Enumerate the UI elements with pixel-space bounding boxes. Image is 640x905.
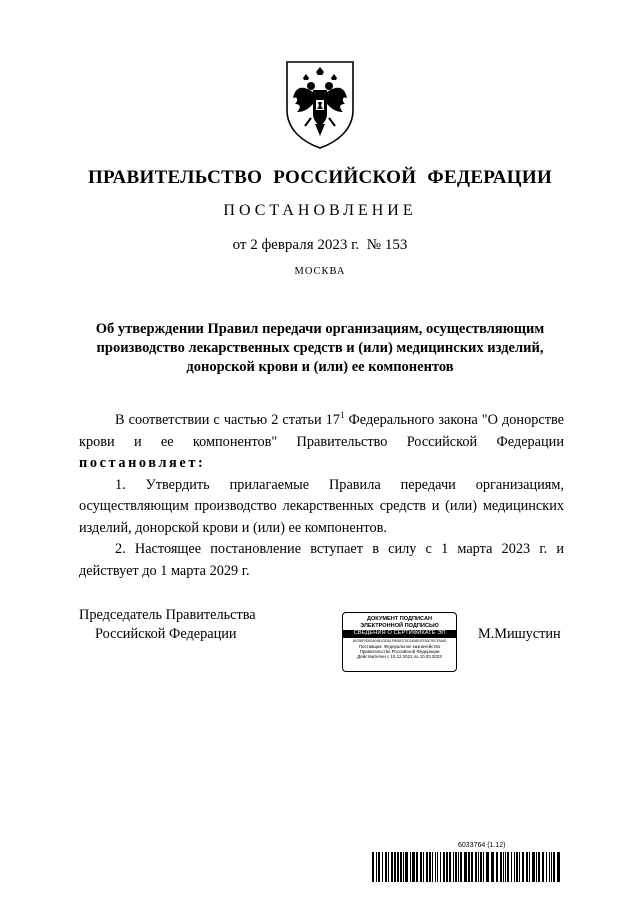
subject-line: донорской крови и (или) ее компонентов xyxy=(186,359,454,375)
stamp-line: ДОКУМЕНТ ПОДПИСАН xyxy=(366,616,433,622)
document-subject xyxy=(0,320,640,377)
subject-line: производство лекарственных средств и (или) медицинских изделий, xyxy=(96,340,544,356)
russian-coat-of-arms-icon xyxy=(283,58,357,150)
paragraph-preamble xyxy=(79,410,564,475)
barcode-icon xyxy=(372,852,563,882)
certificate-owner: Правительство Российской Федерации xyxy=(359,648,440,654)
electronic-signature-stamp xyxy=(342,612,457,672)
signatory-position xyxy=(79,606,256,644)
certificate-issuer: Поставщик: Федеральное казначейство xyxy=(358,643,441,649)
position-line: Председатель Правительства xyxy=(79,607,256,623)
superscript: 1 xyxy=(339,410,345,420)
resolves-word: постановляет: xyxy=(79,455,206,471)
document-number: 6033764 (1.12) xyxy=(458,842,506,849)
certificate-validity: Действителен с 10.12.2021 по 10.03.2023 xyxy=(357,653,442,659)
paragraph-item-1: 1. Утвердить прилагаемые Правила передачи организациям, осуществляющим производство лекарственных средств и (или) медицинских изделий, донорской крови и (или) ее компонентов. xyxy=(79,476,564,536)
subject-line: Об утверждении Правил передачи организациям, осуществляющим xyxy=(95,321,545,337)
position-line: Российской Федерации xyxy=(95,626,237,642)
stamp-line: ЭЛЕКТРОННОЙ ПОДПИСЬЮ xyxy=(360,622,439,629)
paragraph-item-2: 2. Настоящее постановление вступает в силу с 1 марта 2023 г. и действует до 1 марта 2029 г. xyxy=(79,541,564,579)
government-title: ПРАВИТЕЛЬСТВО РОССИЙСКОЙ ФЕДЕРАЦИИ xyxy=(87,167,553,188)
document-body xyxy=(79,410,564,582)
preamble-text: В соответствии с частью 2 статьи 17 xyxy=(115,412,340,428)
certificate-serial: 4E02BF0D9DA04B1C83A1F9E6B7C5D2A08E4F1B3C9D7E5A62 xyxy=(352,638,447,643)
signatory-name: М.Мишустин xyxy=(478,626,561,642)
preamble-text-cont: Федерального закона "О донорстве крови и ее компонентов" Правительство Российской Федерации xyxy=(79,412,564,450)
document-type: ПОСТАНОВЛЕНИЕ xyxy=(223,202,417,219)
stamp-band: СВЕДЕНИЯ О СЕРТИФИКАТЕ ЭП xyxy=(343,630,456,638)
dateline: от 2 февраля 2023 г. № 153 xyxy=(232,237,408,253)
city: МОСКВА xyxy=(294,266,346,277)
